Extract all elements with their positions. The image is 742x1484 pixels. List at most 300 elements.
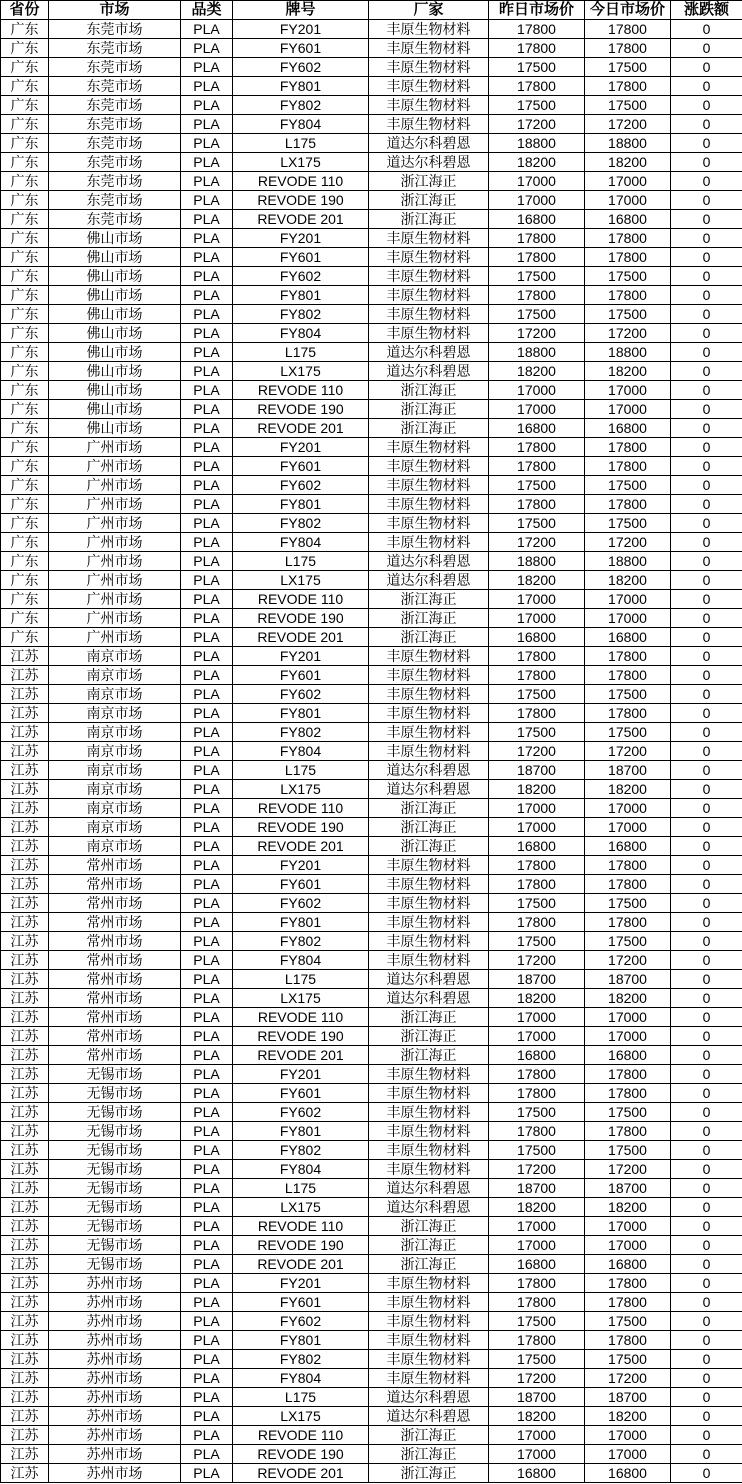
cell-province: 广东: [1, 248, 49, 267]
table-row: [1, 419, 742, 438]
cell-category: PLA: [181, 533, 233, 552]
cell-province: 广东: [1, 533, 49, 552]
cell-manufacturer: 丰原生物材料: [369, 305, 489, 324]
cell-today-price: 18700: [585, 970, 671, 989]
cell-province: 江苏: [1, 1217, 49, 1236]
table-row: [1, 894, 742, 913]
cell-yesterday-price: 17800: [489, 286, 585, 305]
cell-brand: FY802: [233, 1350, 369, 1369]
cell-category: PLA: [181, 552, 233, 571]
cell-change: 0: [671, 1008, 742, 1027]
cell-manufacturer: 道达尔科碧恩: [369, 970, 489, 989]
cell-manufacturer: 丰原生物材料: [369, 1065, 489, 1084]
cell-province: 广东: [1, 514, 49, 533]
cell-yesterday-price: 17000: [489, 1217, 585, 1236]
cell-yesterday-price: 17800: [489, 495, 585, 514]
cell-change: 0: [671, 723, 742, 742]
cell-manufacturer: 丰原生物材料: [369, 894, 489, 913]
cell-yesterday-price: 17000: [489, 590, 585, 609]
cell-yesterday-price: 17000: [489, 191, 585, 210]
cell-province: 江苏: [1, 818, 49, 837]
table-row: [1, 1103, 742, 1122]
table-row: [1, 818, 742, 837]
cell-brand: FY802: [233, 1141, 369, 1160]
cell-market: 南京市场: [49, 742, 181, 761]
cell-brand: FY601: [233, 1084, 369, 1103]
cell-category: PLA: [181, 837, 233, 856]
table-row: [1, 609, 742, 628]
cell-yesterday-price: 17500: [489, 58, 585, 77]
cell-category: PLA: [181, 1312, 233, 1331]
cell-category: PLA: [181, 1426, 233, 1445]
cell-change: 0: [671, 1407, 742, 1426]
cell-today-price: 17000: [585, 172, 671, 191]
cell-manufacturer: 道达尔科碧恩: [369, 1179, 489, 1198]
cell-yesterday-price: 17500: [489, 96, 585, 115]
cell-yesterday-price: 18200: [489, 1198, 585, 1217]
cell-brand: L175: [233, 1179, 369, 1198]
cell-manufacturer: 浙江海正: [369, 628, 489, 647]
table-row: [1, 1312, 742, 1331]
cell-yesterday-price: 17800: [489, 647, 585, 666]
cell-market: 南京市场: [49, 761, 181, 780]
cell-yesterday-price: 17000: [489, 1426, 585, 1445]
table-row: [1, 913, 742, 932]
cell-yesterday-price: 17500: [489, 1141, 585, 1160]
table-row: [1, 1198, 742, 1217]
cell-manufacturer: 道达尔科碧恩: [369, 134, 489, 153]
cell-yesterday-price: 17000: [489, 799, 585, 818]
cell-market: 东莞市场: [49, 210, 181, 229]
cell-today-price: 16800: [585, 210, 671, 229]
cell-category: PLA: [181, 96, 233, 115]
cell-yesterday-price: 18200: [489, 362, 585, 381]
cell-yesterday-price: 17200: [489, 324, 585, 343]
cell-category: PLA: [181, 514, 233, 533]
cell-change: 0: [671, 457, 742, 476]
cell-yesterday-price: 16800: [489, 1046, 585, 1065]
cell-category: PLA: [181, 989, 233, 1008]
cell-brand: FY201: [233, 1274, 369, 1293]
cell-category: PLA: [181, 818, 233, 837]
cell-change: 0: [671, 970, 742, 989]
table-row: [1, 248, 742, 267]
cell-brand: REVODE 190: [233, 1236, 369, 1255]
cell-category: PLA: [181, 856, 233, 875]
cell-market: 常州市场: [49, 970, 181, 989]
cell-brand: FY602: [233, 58, 369, 77]
cell-market: 南京市场: [49, 799, 181, 818]
cell-manufacturer: 浙江海正: [369, 1426, 489, 1445]
cell-market: 南京市场: [49, 837, 181, 856]
cell-change: 0: [671, 1388, 742, 1407]
cell-change: 0: [671, 989, 742, 1008]
cell-today-price: 17500: [585, 267, 671, 286]
cell-yesterday-price: 16800: [489, 628, 585, 647]
cell-yesterday-price: 17200: [489, 1160, 585, 1179]
table-row: [1, 96, 742, 115]
cell-today-price: 17800: [585, 704, 671, 723]
cell-change: 0: [671, 552, 742, 571]
cell-market: 常州市场: [49, 1008, 181, 1027]
cell-yesterday-price: 18700: [489, 1388, 585, 1407]
cell-yesterday-price: 17800: [489, 1084, 585, 1103]
table-row: [1, 1084, 742, 1103]
column-header-market: 市场: [49, 1, 181, 20]
cell-brand: REVODE 190: [233, 191, 369, 210]
cell-province: 江苏: [1, 647, 49, 666]
cell-change: 0: [671, 96, 742, 115]
column-header-manufacturer: 厂家: [369, 1, 489, 20]
cell-category: PLA: [181, 1464, 233, 1483]
table-row: [1, 400, 742, 419]
cell-market: 佛山市场: [49, 419, 181, 438]
cell-category: PLA: [181, 875, 233, 894]
table-row: [1, 229, 742, 248]
cell-change: 0: [671, 495, 742, 514]
cell-yesterday-price: 17500: [489, 476, 585, 495]
column-header-brand: 牌号: [233, 1, 369, 20]
cell-today-price: 18200: [585, 362, 671, 381]
cell-manufacturer: 丰原生物材料: [369, 704, 489, 723]
cell-yesterday-price: 18200: [489, 1407, 585, 1426]
table-row: [1, 856, 742, 875]
cell-today-price: 17000: [585, 799, 671, 818]
cell-brand: FY602: [233, 894, 369, 913]
cell-change: 0: [671, 704, 742, 723]
table-row: [1, 476, 742, 495]
cell-market: 佛山市场: [49, 305, 181, 324]
cell-brand: FY601: [233, 39, 369, 58]
cell-market: 东莞市场: [49, 191, 181, 210]
cell-province: 广东: [1, 134, 49, 153]
cell-today-price: 17500: [585, 58, 671, 77]
cell-today-price: 17800: [585, 39, 671, 58]
cell-change: 0: [671, 647, 742, 666]
cell-category: PLA: [181, 1103, 233, 1122]
cell-change: 0: [671, 1198, 742, 1217]
cell-brand: REVODE 110: [233, 799, 369, 818]
cell-category: PLA: [181, 1008, 233, 1027]
cell-brand: REVODE 110: [233, 1217, 369, 1236]
cell-province: 江苏: [1, 1065, 49, 1084]
cell-market: 广州市场: [49, 457, 181, 476]
cell-change: 0: [671, 1160, 742, 1179]
cell-brand: FY601: [233, 666, 369, 685]
cell-province: 江苏: [1, 932, 49, 951]
table-row: [1, 495, 742, 514]
cell-change: 0: [671, 1217, 742, 1236]
cell-market: 东莞市场: [49, 115, 181, 134]
cell-change: 0: [671, 609, 742, 628]
cell-today-price: 18200: [585, 153, 671, 172]
cell-province: 江苏: [1, 742, 49, 761]
cell-province: 广东: [1, 286, 49, 305]
cell-brand: FY602: [233, 1103, 369, 1122]
cell-category: PLA: [181, 628, 233, 647]
cell-category: PLA: [181, 343, 233, 362]
cell-manufacturer: 丰原生物材料: [369, 913, 489, 932]
cell-yesterday-price: 17000: [489, 1236, 585, 1255]
cell-brand: LX175: [233, 1198, 369, 1217]
column-header-yesterday-price: 昨日市场价: [489, 1, 585, 20]
cell-manufacturer: 丰原生物材料: [369, 77, 489, 96]
cell-change: 0: [671, 780, 742, 799]
cell-market: 南京市场: [49, 647, 181, 666]
cell-change: 0: [671, 837, 742, 856]
cell-today-price: 17000: [585, 381, 671, 400]
cell-today-price: 16800: [585, 1046, 671, 1065]
cell-yesterday-price: 17800: [489, 666, 585, 685]
cell-today-price: 17800: [585, 495, 671, 514]
cell-manufacturer: 道达尔科碧恩: [369, 153, 489, 172]
cell-manufacturer: 丰原生物材料: [369, 951, 489, 970]
table-row: [1, 685, 742, 704]
cell-province: 广东: [1, 552, 49, 571]
cell-today-price: 17000: [585, 609, 671, 628]
cell-category: PLA: [181, 666, 233, 685]
cell-manufacturer: 丰原生物材料: [369, 1312, 489, 1331]
cell-manufacturer: 道达尔科碧恩: [369, 362, 489, 381]
cell-province: 江苏: [1, 1274, 49, 1293]
cell-category: PLA: [181, 685, 233, 704]
table-row: [1, 1293, 742, 1312]
cell-market: 东莞市场: [49, 172, 181, 191]
cell-change: 0: [671, 1084, 742, 1103]
cell-market: 南京市场: [49, 723, 181, 742]
cell-change: 0: [671, 419, 742, 438]
cell-today-price: 17500: [585, 1103, 671, 1122]
cell-province: 广东: [1, 39, 49, 58]
cell-market: 广州市场: [49, 476, 181, 495]
cell-market: 佛山市场: [49, 286, 181, 305]
cell-province: 江苏: [1, 799, 49, 818]
cell-today-price: 18200: [585, 571, 671, 590]
cell-manufacturer: 道达尔科碧恩: [369, 989, 489, 1008]
table-row: [1, 1369, 742, 1388]
cell-change: 0: [671, 1141, 742, 1160]
cell-market: 常州市场: [49, 894, 181, 913]
cell-yesterday-price: 18200: [489, 571, 585, 590]
table-row: [1, 58, 742, 77]
cell-category: PLA: [181, 780, 233, 799]
cell-market: 苏州市场: [49, 1388, 181, 1407]
cell-market: 无锡市场: [49, 1103, 181, 1122]
cell-category: PLA: [181, 267, 233, 286]
cell-today-price: 18200: [585, 780, 671, 799]
cell-manufacturer: 道达尔科碧恩: [369, 571, 489, 590]
cell-market: 佛山市场: [49, 229, 181, 248]
cell-market: 常州市场: [49, 951, 181, 970]
cell-change: 0: [671, 514, 742, 533]
cell-manufacturer: 浙江海正: [369, 1008, 489, 1027]
cell-change: 0: [671, 1065, 742, 1084]
cell-category: PLA: [181, 58, 233, 77]
cell-today-price: 17800: [585, 913, 671, 932]
cell-yesterday-price: 18700: [489, 970, 585, 989]
cell-category: PLA: [181, 571, 233, 590]
cell-today-price: 17800: [585, 1065, 671, 1084]
table-row: [1, 571, 742, 590]
cell-today-price: 17800: [585, 1084, 671, 1103]
cell-market: 无锡市场: [49, 1160, 181, 1179]
table-row: [1, 761, 742, 780]
cell-change: 0: [671, 1274, 742, 1293]
cell-province: 江苏: [1, 1464, 49, 1483]
table-row: [1, 666, 742, 685]
cell-change: 0: [671, 951, 742, 970]
cell-province: 江苏: [1, 1426, 49, 1445]
cell-brand: FY804: [233, 1160, 369, 1179]
table-row: [1, 628, 742, 647]
cell-market: 南京市场: [49, 666, 181, 685]
cell-yesterday-price: 16800: [489, 419, 585, 438]
cell-yesterday-price: 17500: [489, 723, 585, 742]
cell-today-price: 17800: [585, 1293, 671, 1312]
cell-manufacturer: 丰原生物材料: [369, 742, 489, 761]
cell-manufacturer: 浙江海正: [369, 172, 489, 191]
cell-brand: L175: [233, 343, 369, 362]
cell-province: 江苏: [1, 685, 49, 704]
cell-yesterday-price: 17200: [489, 951, 585, 970]
table-row: [1, 134, 742, 153]
cell-province: 江苏: [1, 666, 49, 685]
table-row: [1, 362, 742, 381]
cell-province: 江苏: [1, 761, 49, 780]
cell-today-price: 17800: [585, 647, 671, 666]
cell-market: 东莞市场: [49, 134, 181, 153]
table-row: [1, 1008, 742, 1027]
table-row: [1, 1236, 742, 1255]
table-row: [1, 837, 742, 856]
cell-manufacturer: 道达尔科碧恩: [369, 780, 489, 799]
cell-province: 广东: [1, 210, 49, 229]
cell-yesterday-price: 17800: [489, 856, 585, 875]
cell-market: 苏州市场: [49, 1464, 181, 1483]
cell-brand: FY602: [233, 476, 369, 495]
cell-manufacturer: 浙江海正: [369, 210, 489, 229]
cell-province: 江苏: [1, 951, 49, 970]
cell-province: 江苏: [1, 1084, 49, 1103]
cell-market: 广州市场: [49, 514, 181, 533]
cell-province: 江苏: [1, 1198, 49, 1217]
cell-brand: FY804: [233, 324, 369, 343]
table-row: [1, 723, 742, 742]
cell-manufacturer: 丰原生物材料: [369, 1369, 489, 1388]
cell-change: 0: [671, 115, 742, 134]
cell-yesterday-price: 17500: [489, 514, 585, 533]
cell-category: PLA: [181, 1331, 233, 1350]
table-row: [1, 1065, 742, 1084]
cell-province: 广东: [1, 381, 49, 400]
cell-province: 广东: [1, 457, 49, 476]
cell-market: 广州市场: [49, 533, 181, 552]
table-row: [1, 704, 742, 723]
cell-change: 0: [671, 248, 742, 267]
cell-brand: FY804: [233, 1369, 369, 1388]
cell-manufacturer: 浙江海正: [369, 1464, 489, 1483]
cell-market: 南京市场: [49, 818, 181, 837]
cell-yesterday-price: 17500: [489, 267, 585, 286]
cell-change: 0: [671, 590, 742, 609]
cell-category: PLA: [181, 476, 233, 495]
cell-province: 广东: [1, 609, 49, 628]
cell-brand: REVODE 201: [233, 1046, 369, 1065]
cell-province: 广东: [1, 20, 49, 39]
table-row: [1, 1464, 742, 1483]
cell-brand: FY801: [233, 1122, 369, 1141]
cell-brand: LX175: [233, 1407, 369, 1426]
cell-market: 常州市场: [49, 856, 181, 875]
cell-brand: FY601: [233, 1293, 369, 1312]
cell-market: 东莞市场: [49, 39, 181, 58]
cell-province: 江苏: [1, 1103, 49, 1122]
cell-today-price: 17800: [585, 875, 671, 894]
cell-change: 0: [671, 77, 742, 96]
cell-market: 广州市场: [49, 628, 181, 647]
table-row: [1, 172, 742, 191]
table-row: [1, 533, 742, 552]
cell-brand: REVODE 201: [233, 419, 369, 438]
cell-today-price: 17200: [585, 533, 671, 552]
cell-yesterday-price: 17800: [489, 1065, 585, 1084]
cell-market: 无锡市场: [49, 1179, 181, 1198]
cell-province: 江苏: [1, 913, 49, 932]
cell-brand: REVODE 110: [233, 381, 369, 400]
cell-market: 广州市场: [49, 552, 181, 571]
cell-province: 江苏: [1, 989, 49, 1008]
table-row: [1, 799, 742, 818]
table-row: [1, 457, 742, 476]
cell-market: 佛山市场: [49, 248, 181, 267]
cell-category: PLA: [181, 20, 233, 39]
cell-brand: REVODE 110: [233, 1008, 369, 1027]
cell-brand: LX175: [233, 989, 369, 1008]
cell-brand: L175: [233, 552, 369, 571]
cell-change: 0: [671, 381, 742, 400]
cell-change: 0: [671, 1236, 742, 1255]
cell-today-price: 17500: [585, 305, 671, 324]
cell-today-price: 17000: [585, 191, 671, 210]
table-row: [1, 191, 742, 210]
cell-market: 苏州市场: [49, 1445, 181, 1464]
cell-today-price: 17500: [585, 476, 671, 495]
cell-brand: FY801: [233, 704, 369, 723]
cell-manufacturer: 浙江海正: [369, 1255, 489, 1274]
cell-today-price: 17800: [585, 286, 671, 305]
cell-market: 无锡市场: [49, 1141, 181, 1160]
cell-brand: FY601: [233, 875, 369, 894]
cell-today-price: 17500: [585, 96, 671, 115]
cell-change: 0: [671, 761, 742, 780]
cell-today-price: 17200: [585, 951, 671, 970]
cell-brand: REVODE 110: [233, 172, 369, 191]
cell-market: 无锡市场: [49, 1198, 181, 1217]
cell-change: 0: [671, 210, 742, 229]
cell-today-price: 17000: [585, 1426, 671, 1445]
cell-market: 佛山市场: [49, 324, 181, 343]
table-row: [1, 1141, 742, 1160]
cell-province: 江苏: [1, 837, 49, 856]
cell-today-price: 17500: [585, 932, 671, 951]
cell-brand: FY801: [233, 1331, 369, 1350]
cell-province: 江苏: [1, 1046, 49, 1065]
cell-brand: REVODE 190: [233, 1027, 369, 1046]
cell-today-price: 17000: [585, 1027, 671, 1046]
cell-province: 江苏: [1, 1445, 49, 1464]
cell-change: 0: [671, 628, 742, 647]
cell-change: 0: [671, 1369, 742, 1388]
